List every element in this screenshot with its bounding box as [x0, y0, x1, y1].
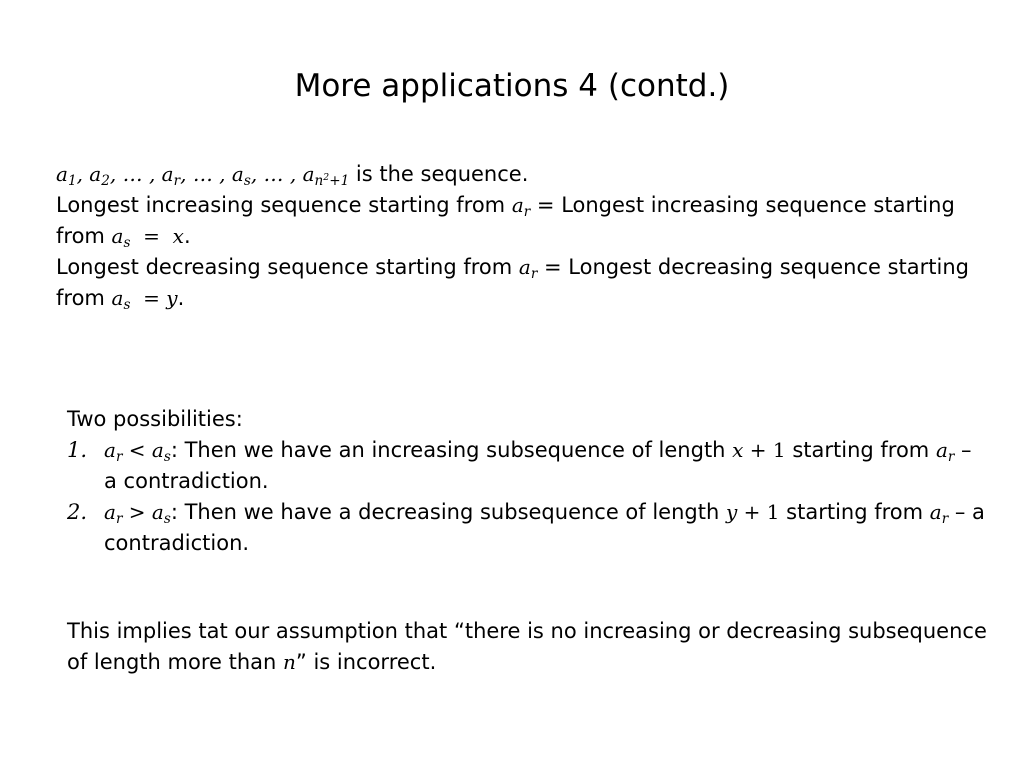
- formula-a-s-eq-y: $a_s = y$: [111, 286, 178, 314]
- intro-paragraph: [56, 159, 986, 314]
- item-text-2: starting from: [785, 438, 936, 462]
- formula-ar-gt-as: $a_r > a_s$: [104, 500, 171, 528]
- decreasing-text-start: Longest decreasing sequence starting from: [56, 255, 519, 279]
- formula-ar-lt-as: $a_r < a_s$: [104, 438, 171, 466]
- conclusion-text-a: This implies tat our assumption that “there is no increasing or decreasing subsequence of length more than: [67, 619, 987, 674]
- formula-a-s-eq-x: $a_s = x$: [111, 224, 184, 252]
- formula-y-plus-1: y: [725, 500, 738, 524]
- formula-a-r: $a_r$: [929, 500, 949, 528]
- sequence-label: is the sequence.: [349, 162, 529, 186]
- slide-title: More applications 4 (contd.): [294, 68, 730, 104]
- decreasing-statement: [56, 252, 986, 314]
- formula-a-r: $a_r$: [935, 438, 955, 466]
- item-text-2: starting from: [779, 500, 930, 524]
- item-text-3: – a contradiction.: [104, 438, 972, 493]
- list-item: 1. $a_r < a_s$: Then we have an increasing subsequence of length x + 1 starting from $a_r$ – a contradiction.: [67, 435, 987, 497]
- possibilities-heading: Two possibilities:: [67, 407, 243, 431]
- list-number: 1.: [67, 438, 88, 462]
- list-item: 2. $a_r > a_s$: Then we have a decreasing subsequence of length y + 1 starting from $a_r$ – a contradiction.: [67, 497, 987, 559]
- formula-x-plus-1: x: [732, 438, 744, 462]
- item-text-3: – a contradiction.: [104, 500, 985, 555]
- sequence-formula: $a_1$, $a_2$, … , $a_r$, … , $a_s$, … , $a_{n^2+1}$: [56, 162, 350, 190]
- increasing-text-mid: = Longest increasing sequence starting from: [56, 193, 955, 248]
- sequence-line: [56, 159, 986, 190]
- item-text: : Then we have an increasing subsequence of length: [170, 438, 733, 462]
- conclusion-text-b: ” is incorrect.: [295, 650, 437, 674]
- decreasing-period: .: [177, 286, 185, 310]
- formula-n: n: [283, 650, 296, 674]
- formula-a-r: $a_r$: [511, 193, 531, 221]
- item-text: : Then we have a decreasing subsequence of length: [170, 500, 726, 524]
- increasing-statement: [56, 190, 986, 252]
- increasing-text-start: Longest increasing sequence starting from: [56, 193, 512, 217]
- decreasing-text-mid: = Longest decreasing sequence starting from: [56, 255, 969, 310]
- list-number: 2.: [67, 500, 88, 524]
- formula-a-r: $a_r$: [518, 255, 538, 283]
- possibilities-section: [67, 404, 987, 559]
- increasing-period: .: [183, 224, 191, 248]
- conclusion-paragraph: [67, 616, 987, 678]
